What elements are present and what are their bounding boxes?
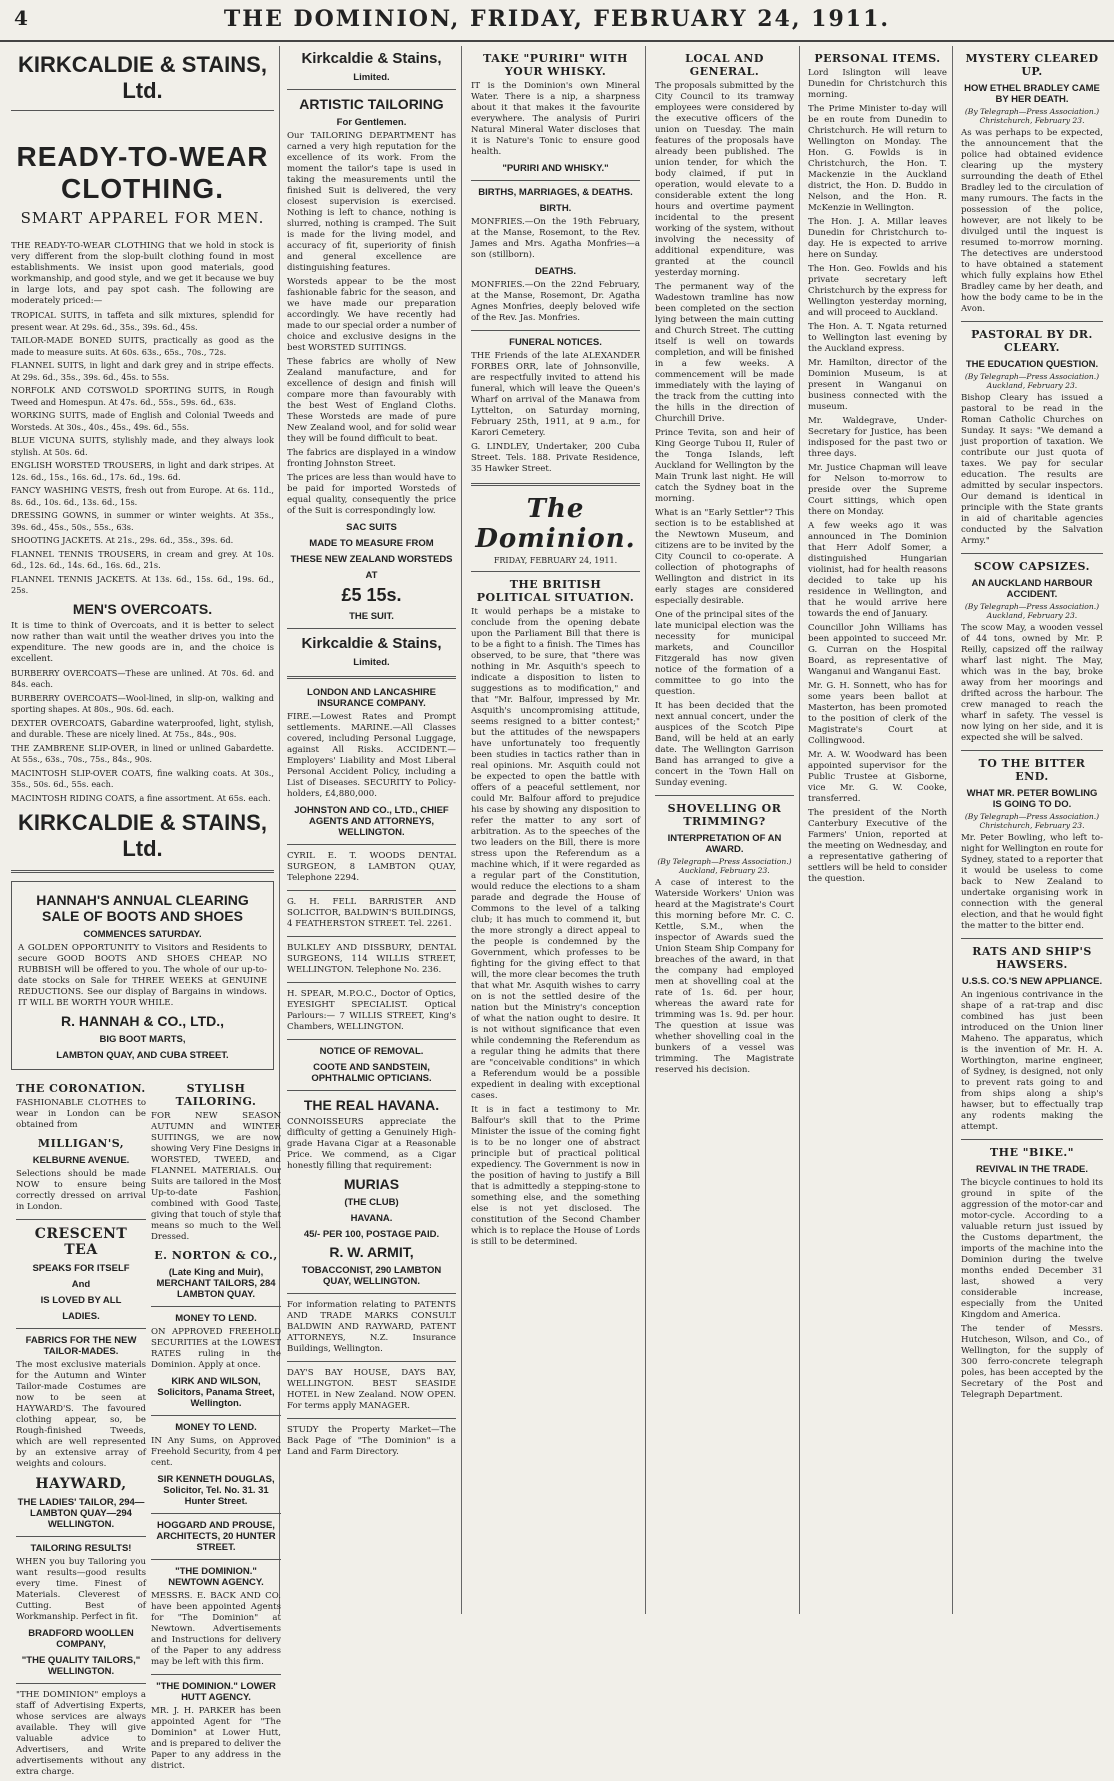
artistic-body-3: These fabrics are wholly of New Zealand manufacture, and for excellence of design and finish will compare more than favourably with the best West of England Cloths. These Worsteds are made of pure New Zealand wool, and for solid wear they will be found difficult to beat. xyxy=(287,357,456,444)
coronation-heading: THE CORONATION. xyxy=(16,1082,146,1095)
price-item: TAILOR-MADE BONED SUITS, practically as good as the made to measure suits. At 60s. 63s., 65s., 70s., 72s. xyxy=(11,335,274,357)
scow-sub: AN AUCKLAND HARBOUR ACCIDENT. xyxy=(971,578,1093,600)
price-item: FANCY WASHING VESTS, fresh out from Europe. At 6s. 11d., 8s. 6d., 10s. 6d., 13s. 6d., 15s. xyxy=(11,485,274,507)
removal-notice: NOTICE OF REMOVAL. xyxy=(319,1046,424,1057)
bitter-sub: WHAT MR. PETER BOWLING IS GOING TO DO. xyxy=(966,788,1098,810)
paper-nameplate: The Dominion. xyxy=(475,494,636,554)
havana-body: CONNOISSEURS appreciate the difficulty of getting a Genuinely High-grade Havana Cigar at a Reasonable Price. We commend, as a Cigar honestly filling that requirement: xyxy=(287,1117,456,1171)
insurance-body: FIRE.—Lowest Rates and Prompt settlements. MARINE.—All Classes covered, including Personal Luggage, against All Risks. ACCIDENT.—Employers' Liability and Most Liberal Personal Accident Policy, including a List of Diseases. SECURITY to Policy-holders, £4,880,000. xyxy=(287,712,456,799)
brand-sub-col2: Limited. xyxy=(353,72,390,83)
puriri-body: IT is the Dominion's own Mineral Water. There is a nip, a sharpness about it that makes it the favourite everywhere. The analysis of Puriri Natural Mineral Water discloses that it is Nature's Tonic to ensure good health. xyxy=(471,81,640,157)
ad-intro: THE READY-TO-WEAR CLOTHING that we hold in stock is very different from the slop-built clothing found in most establishments. We insist upon good materials, good workmanship, and good style, and we get it because we buy in large lots, and pay spot cash. The following are moderately priced:— xyxy=(11,241,274,306)
overcoat-item: MACINTOSH SLIP-OVER COATS, fine walking coats. At 30s., 35s., 50s. 6d., 55s. each. xyxy=(11,767,274,789)
lower-hutt-heading: "THE DOMINION." LOWER HUTT AGENCY. xyxy=(156,1681,276,1703)
milligan-addr: KELBURNE AVENUE. xyxy=(32,1155,130,1166)
price-item: WORKING SUITS, made of English and Colonial Tweeds and Worsteds. At 30s., 40s., 45s., 49s. 6d., 55s. xyxy=(11,410,274,432)
armit-name: R. W. ARMIT, xyxy=(329,1244,414,1260)
mystery-sub: HOW ETHEL BRADLEY CAME BY HER DEATH. xyxy=(964,83,1100,105)
money-heading-1: MONEY TO LEND. xyxy=(175,1313,257,1324)
hoggard: HOGGARD AND PROUSE, ARCHITECTS, 20 HUNTER STREET. xyxy=(156,1520,276,1553)
overcoat-item: DEXTER OVERCOATS, Gabardine waterproofed, light, stylish, and durable. These are nicely lined. At 75s., 84s., 90s. xyxy=(11,717,274,739)
coote-name: COOTE AND SANDSTEIN, OPHTHALMIC OPTICIANS. xyxy=(311,1062,432,1084)
sac-suit: THE SUIT. xyxy=(349,611,394,622)
bitter-body: Mr. Peter Bowling, who left to-night for Wellington en route for Sydney, stated to a reporter that it would be useless to come back to New Zealand to undertake organising work in connection with the general election, and that he would fight the matter to the bitter end. xyxy=(961,833,1103,931)
lg-body-3: Prince Tevita, son and heir of King George Tubou II, Ruler of the Tonga Islands, left Auckland for Wellington by the Main Trunk last night. He will catch the Sydney boat in the morning. xyxy=(655,428,794,504)
lower-left-ads xyxy=(16,1076,146,1781)
personal-1: Lord Islington will leave Dunedin for Christchurch this morning. xyxy=(808,68,947,100)
insurance-heading: LONDON AND LANCASHIRE INSURANCE COMPANY. xyxy=(307,687,436,709)
hannah-title: HANNAH'S ANNUAL CLEARING SALE OF BOOTS AND SHOES xyxy=(36,892,249,924)
tailoring-heading: TAILORING RESULTS! xyxy=(30,1543,132,1554)
shovel-byline: (By Telegraph—Press Association.) Auckland, February 23. xyxy=(657,857,792,875)
bradford-sub: "THE QUALITY TAILORS," WELLINGTON. xyxy=(21,1655,141,1677)
funeral-body: THE Friends of the late ALEXANDER FORBES ORR, late of Johnsonville, are respectfully invited to attend his funeral, which will leave the Queen's Wharf on arrival of the Manawa from Lyttelton, on Saturday morning, February 25th, 1911, at 9 a.m., for Karori Cemetery. xyxy=(471,351,640,438)
artistic-body-2: Worsteds appear to be the most fashionable fabric for the season, and we have made our preparation accordingly. We have recently had made to our special order a number of choice and exclusive designs in the best WORSTED SUITINGS. xyxy=(287,277,456,353)
mystery-byline: (By Telegraph—Press Association.) Christchurch, February 23. xyxy=(964,107,1100,125)
personal-9: A few weeks ago it was announced in The Dominion that Herr Adolf Somer, a distinguished Hungarian violinist, had for health reasons decided to take up his residence in Wellington, and that he would arrive here towards the end of January. xyxy=(808,521,947,619)
hannah-sub: COMMENCES SATURDAY. xyxy=(83,929,202,940)
mystery-heading: MYSTERY CLEARED UP. xyxy=(965,52,1099,78)
brand-heading-col2: Kirkcaldie & Stains, xyxy=(301,50,442,67)
price-list xyxy=(11,310,274,597)
sac-price: £5 15s. xyxy=(341,585,402,605)
hannah-body: A GOLDEN OPPORTUNITY to Visitors and Residents to secure GOOD BOOTS AND SHOES CHEAP. NO RUBBISH will be offered to you. The whole of our up-to-date stocks on Sale for THREE WEEKS at GENUINE REDUCTIONS. See our display of Bargains in windows. IT WILL BE WORTH YOUR WHILE. xyxy=(18,943,267,1008)
sac-at: AT xyxy=(365,570,378,581)
paper-date: FRIDAY, FEBRUARY 24, 1911. xyxy=(493,556,618,565)
personal-10: Councillor John Williams has been appointed to succeed Mr. G. Curran on the Hospital Board, as representative of Wanganui and Wanganui East. xyxy=(808,623,947,677)
crescent-line2: And xyxy=(71,1279,91,1290)
overcoat-item: BURBERRY OVERCOATS—Wool-lined, in slip-on, walking and sporting shapes. At 80s., 90s. 6d. each. xyxy=(11,692,274,714)
sac-suits: SAC SUITS xyxy=(346,522,397,533)
personal-6: Mr. Hamilton, director of the Dominion Museum, is at present in Wanganui on business connected with the museum. xyxy=(808,358,947,412)
deaths-body: MONFRIES.—On the 22nd February, at the Manse, Rosemont, Dr. Agatha Agnes Monfries, deeply beloved wife of the Rev. Jas. Monfries. xyxy=(471,280,640,323)
bradford-name: BRADFORD WOOLLEN COMPANY, xyxy=(28,1628,134,1650)
sac-line3: THESE NEW ZEALAND WORSTEDS xyxy=(290,554,453,565)
fabrics-body: The most exclusive materials for the Autumn and Winter Tailor-made Costumes are now to be seen at HAYWARD'S. The favoured clothing appear, so, be Rough-finished Tweeds, which are well represented by an extensive array of weights and colours. xyxy=(16,1360,146,1469)
lg-body-1: The proposals submitted by the City Council to its tramway employees were considered by the executive officers of the union on Tuesday. The main features of the proposals have already been published. The union tender, for which the body claimed, if put in operation, would elevate to a considerable extent the long hours and overtime payment incidental to the present working of the system, without involving the necessity of additional expenditure, was granted at the council yesterday morning. xyxy=(655,81,794,278)
crescent-tea: CRESCENT TEA xyxy=(34,1226,128,1258)
havana-2: HAVANA. xyxy=(350,1213,393,1224)
coronation-body: FASHIONABLE CLOTHES to wear in London can be obtained from xyxy=(16,1098,146,1130)
rats-heading: RATS AND SHIP'S HAWSERS. xyxy=(972,945,1092,971)
lg-body-4: What is an "Early Settler"? This section is to be established at the Newtown Museum, and citizens are to be invited by the City Council to co-operate. A collection of photographs of Wellington and district in its early stages are considered especially desirable. xyxy=(655,508,794,606)
local-general-heading: LOCAL AND GENERAL. xyxy=(685,52,764,78)
personal-8: Mr. Justice Chapman will leave for Nelson to-morrow to preside over the Supreme Court sittings, which open there on Monday. xyxy=(808,463,947,517)
hannah-firm: R. HANNAH & CO., LTD., xyxy=(60,1013,225,1029)
milligan-name: MILLIGAN'S, xyxy=(37,1137,125,1150)
kirk-wilson: KIRK AND WILSON, Solicitors, Panama Street, Wellington. xyxy=(157,1376,275,1409)
personal-2: The Prime Minister to-day will be en route from Dunedin to Christchurch. He will return to Wellington on Monday. The Hon. G. Fowlds is in Christchurch, the Hon. T. Mackenzie in the Auckland district, the Hon. D. Buddo in Nelson, and the Hon. R. McKenzie in Wellington. xyxy=(808,104,947,213)
shovel-heading: SHOVELLING OR TRIMMING? xyxy=(667,802,782,828)
study-note: STUDY the Property Market—The Back Page of "The Dominion" is a Land and Farm Directory. xyxy=(287,1425,456,1457)
fabrics-heading: FABRICS FOR THE NEW TAILOR-MADES. xyxy=(25,1335,137,1357)
sac-line2: MADE TO MEASURE FROM xyxy=(309,538,434,549)
bike-body: The bicycle continues to hold its ground in spite of the aggression of the motor-car and motor-cycle. According to a valuable return just issued by the Customs department, the imports of the machine into the Dominion during the twelve months ended December 31 last, showed a very considerable increase, especially from the United Kingdom and America. xyxy=(961,1178,1103,1320)
patents-card: For information relating to PATENTS AND TRADE MARKS CONSULT BALDWIN AND RAYWARD, PATENT ATTORNEYS, N.Z. Insurance Buildings, Wellington. xyxy=(287,1300,456,1354)
money-body-2: IN Any Sums, on Approved Freehold Security, from 4 per cent. xyxy=(151,1436,281,1468)
price-item: FLANNEL TENNIS TROUSERS, in cream and grey. At 10s. 6d., 12s. 6d., 14s. 6d., 16s. 6d., 21s. xyxy=(11,548,274,570)
price-item: BLUE VICUNA SUITS, stylishly made, and they always look stylish. At 50s. 6d. xyxy=(11,435,274,457)
dominion-note: "THE DOMINION" employs a staff of Advertising Experts, whose services are always available. They will give valuable advice to Advertisers, and Write advertisements without any extra charge. xyxy=(16,1690,146,1777)
insurance-agents: JOHNSTON AND CO., LTD., CHIEF AGENTS AND ATTORNEYS, WELLINGTON. xyxy=(294,805,449,838)
bike-heading: THE "BIKE." xyxy=(990,1146,1074,1159)
price-item: FLANNEL TENNIS JACKETS. At 13s. 6d., 15s. 6d., 19s. 6d., 25s. xyxy=(11,573,274,595)
ad-headline: READY-TO-WEAR CLOTHING. xyxy=(16,141,269,204)
norton-name: E. NORTON & CO., xyxy=(154,1249,278,1262)
newtown-heading: "THE DOMINION." NEWTOWN AGENCY. xyxy=(168,1566,264,1588)
lg-body-6: It has been decided that the next annual concert, under the auspices of the Scotch Pipe Band, will be held at an early date. The Wellington Garrison Band has arranged to give a concert in the Town Hall on Sunday evening. xyxy=(655,701,794,788)
rats-body: An ingenious contrivance in the shape of a rat-trap and disc combined has just been introduced on the Union liner Maheno. The apparatus, which is the invention of Mr. H. A. Worthington, marine engineer, of Sydney, is designed, not only to prevent rats going to and from ships along a ship's hawser, but to effectually trap any rodents making the attempt. xyxy=(961,990,1103,1132)
artistic-sub: For Gentlemen. xyxy=(336,117,407,128)
hannah-ad xyxy=(11,881,274,1070)
puriri-tag: "PURIRI AND WHISKY." xyxy=(502,163,609,174)
masthead xyxy=(0,0,1114,42)
birth-heading: BIRTH. xyxy=(539,203,572,214)
hannah-addr1: BIG BOOT MARTS, xyxy=(99,1034,186,1045)
crescent-line3: IS LOVED BY ALL xyxy=(40,1295,122,1306)
pastoral-body: Bishop Cleary has issued a pastoral to be read in the Roman Catholic Churches on Sunday. It says: "We demand a just proportion of taxation. We contribute our just quota of taxes. We pay for secular education. The results are admitted by secular inspectors. Our demand is identical in principle with the State grants in aid of charitable agencies conducted by the Salvation Army." xyxy=(961,393,1103,546)
spear-card: H. SPEAR, M.P.O.C., Doctor of Optics, EYESIGHT SPECIALIST. Optical Parlours:— 7 WILLIS STREET, King's Chambers, WELLINGTON. xyxy=(287,989,456,1032)
personal-13: The president of the North Canterbury Executive of the Farmers' Union, reported at the meeting on Wednesday, and a representative gathering of settlers will be held to consider the question. xyxy=(808,808,947,884)
lower-ads xyxy=(11,1076,281,1777)
artistic-body-4: The fabrics are displayed in a window fronting Johnston Street. xyxy=(287,448,456,469)
bitter-byline: (By Telegraph—Press Association.) Christchurch, February 23. xyxy=(964,812,1100,830)
pastoral-sub: THE EDUCATION QUESTION. xyxy=(965,359,1099,370)
brand-sub-col2b: Limited. xyxy=(353,657,390,668)
column-artistic-tailoring xyxy=(282,46,462,1614)
price-item: NORFOLK AND COTSWOLD SPORTING SUITS, in Rough Tweed and Homespun. At 47s. 6d., 55s., 59s. 6d., 63s. xyxy=(11,385,274,407)
shovel-sub: INTERPRETATION OF AN AWARD. xyxy=(667,833,782,855)
brand-heading-col2b: Kirkcaldie & Stains, xyxy=(301,635,442,652)
ad-subhead: SMART APPAREL FOR MEN. xyxy=(20,209,265,227)
overcoats-heading: MEN'S OVERCOATS. xyxy=(72,600,213,617)
brand-heading-2: KIRKCALDIE & STAINS, Ltd. xyxy=(18,810,267,861)
personal-7: Mr. Waldegrave, Under-Secretary for Justice, has been indisposed for the past two or three days. xyxy=(808,416,947,459)
lower-right-ads xyxy=(151,1076,281,1775)
havana-price: 45/- PER 100, POSTAGE PAID. xyxy=(303,1229,440,1240)
stylish-heading: STYLISH TAILORING. xyxy=(175,1082,257,1108)
lg-body-2: The permanent way of the Wadestown tramline has now been completed on the section lying between the main cutting and Church Street. The cutting itself is well on towards completion, and will be finished in a few weeks. A commencement will be made immediately with the laying of the track from the cutting into the hills in the direction of Churchill Drive. xyxy=(655,282,794,424)
shovel-body: A case of interest to the Waterside Workers' Union was heard at the Magistrate's Court this morning before Mr. C. C. Kettle, S.M., when the inspector of Awards sued the Union Steam Ship Company for breaches of the award, in that the company had employed men at shovelling coal at the rate of 1s. 6d. per hour, whereas the award rate for trimming was 1s. 9d. per hour. The question at issue was whether shovelling coal in the bunkers of a vessel was trimming. The Magistrate reserved his decision. xyxy=(655,878,794,1075)
personal-3: The Hon. J. A. Millar leaves Dunedin for Christchurch to-day. He is expected to arrive here on Sunday. xyxy=(808,217,947,260)
overcoat-item: THE ZAMBRENE SLIP-OVER, in lined or unlined Gabardette. At 55s., 63s., 70s., 75s., 84s., 90s. xyxy=(11,742,274,764)
funeral-heading: FUNERAL NOTICES. xyxy=(509,337,602,348)
crescent-line4: LADIES. xyxy=(62,1311,100,1322)
tailoring-body: WHEN you buy Tailoring you want results—good results every time. Finest of Materials. Cleverest of Cutting. Best of Workmanship. Perfect in fit. xyxy=(16,1557,146,1622)
brand-heading: KIRKCALDIE & STAINS, Ltd. xyxy=(18,52,267,103)
masthead-title: THE DOMINION, FRIDAY, FEBRUARY 24, 1911. xyxy=(223,6,891,32)
overcoats-list xyxy=(11,668,274,805)
overcoats-intro: It is time to think of Overcoats, and it is better to select now rather than wait until the weather drives you into the expenditure. The new goods are in, and the choice is excellent. xyxy=(11,620,274,664)
artistic-heading: ARTISTIC TAILORING xyxy=(299,96,444,112)
hayward-name: HAYWARD, xyxy=(35,1476,127,1492)
douglas: SIR KENNETH DOUGLAS, Solicitor, Tel. No. 31. 31 Hunter Street. xyxy=(157,1474,275,1507)
hannah-addr2: LAMBTON QUAY, AND CUBA STREET. xyxy=(56,1050,229,1061)
overcoat-item: MACINTOSH RIDING COATS, a fine assortment. At 65s. each. xyxy=(11,792,271,803)
column-telegrams xyxy=(956,46,1108,1614)
pastoral-heading: PASTORAL BY DR. CLEARY. xyxy=(971,328,1093,354)
personal-12: Mr. A. W. Woodward has been appointed supervisor for the Public Trustee at Gisborne, vice Mr. G. W. Cooke, transferred. xyxy=(808,750,947,804)
crescent-line1: SPEAKS FOR ITSELF xyxy=(32,1263,130,1274)
stylish-body: FOR NEW SEASON AUTUMN and WINTER SUITINGS, we are now showing Very Fine Designs in WORSTED, TWEED, and FLANNEL MATERIALS. Our Suits are tailored in the Most Up-to-date Fashion, combined with Good Taste, giving that touch of style that means so much to the Well Dressed. xyxy=(151,1111,281,1242)
money-heading-2: MONEY TO LEND. xyxy=(175,1422,257,1433)
bulkley-card: BULKLEY AND DISSBURY, DENTAL SURGEONS, 114 WILLIS STREET, WELLINGTON. Telephone No. 236. xyxy=(287,943,456,975)
rats-sub: U.S.S. CO.'S NEW APPLIANCE. xyxy=(961,976,1103,987)
price-item: FLANNEL SUITS, in light and dark grey and in stripe effects. At 29s. 6d., 35s., 39s. 6d., 45s. to 55s. xyxy=(11,360,274,382)
personal-11: Mr. G. H. Sonnett, who has for some years been ballot at Masterton, has been promoted to the position of clerk of the Magistrate's Court at Collingwood. xyxy=(808,681,947,746)
leader-heading: THE BRITISH POLITICAL SITUATION. xyxy=(476,578,635,604)
puriri-heading: TAKE "PURIRI" WITH YOUR WHISKY. xyxy=(483,52,628,78)
lower-hutt-body: MR. J. H. PARKER has been appointed Agent for "The Dominion" at Lower Hutt, and is prepared to deliver the Paper to any address in the district. xyxy=(151,1706,281,1771)
money-body-1: ON APPROVED FREEHOLD SECURITIES at the LOWEST RATES ruling in the Dominion. Apply at once. xyxy=(151,1327,281,1370)
norton-sub: (Late King and Muir), MERCHANT TAILORS, 284 LAMBTON QUAY. xyxy=(156,1267,276,1300)
days-bay-card: DAY'S BAY HOUSE, DAYS BAY, WELLINGTON. BEST SEASIDE HOTEL in New Zealand. NOW OPEN. For terms apply MANAGER. xyxy=(287,1368,456,1411)
personal-4: The Hon. Geo. Fowlds and his private secretary left Christchurch by the express for Wellington yesterday morning, and will proceed to Auckland. xyxy=(808,264,947,318)
column-kirkcaldie-ad xyxy=(6,46,281,1777)
murias-sub: (THE CLUB) xyxy=(344,1197,399,1208)
price-item: SHOOTING JACKETS. At 21s., 29s. 6d., 35s., 39s. 6d. xyxy=(11,535,234,545)
leader-body: It would perhaps be a mistake to conclude from the opening debate upon the Parliament Bill that there is to be a fight to a finish. The Times has observed, to be sure, that "there was nothing in Mr. Asquith's speech to indicate a disposition to listen to suggestions as to modification," and that "Mr. Balfour, impressed by Mr. Asquith's uncompromising attitude, seems resigned to a bitter contest;" but the attitudes of the newspapers have unfortunately too frequently been studies in tactics rather than in real opinions. Mr. Asquith could not be expected to open the battle with offers of a peaceful settlement, nor could Mr. Balfour afford to prejudice his case by showing any disposition to refer the matter to any sort of arbitration. As to the speeches of the two leaders on the Bill, there is more stress upon the Referendum as a machine which, if it were regarded as a regular part of the Constitution, would reduce the elections to a sham parade and degrade the House of Commons to the level of a talking club; it has much to commend it, but the more strongly a direct appeal to the people is condemned by the Government, which professes to be fighting for the giving effect to that will, the more clear becomes the truth that what Mr. Asquith wishes to carry on is not the settled desire of the nation but the Ministry's conception of what the nation ought to desire. It is not without significance that even while condemning the Referendum as a regular thing he admits that there are "conceivable conditions" in which a Referendum would be a possible expedient in dealing with exceptional cases. xyxy=(471,607,640,1101)
newtown-body: MESSRS. E. BACK AND CO. have been appointed Agents for "The Dominion" at Newtown. Advertisements and Instructions for delivery of the Paper to any address may be left with this firm. xyxy=(151,1591,281,1667)
column-local-general xyxy=(650,46,800,1614)
artistic-body-5: The prices are less than would have to be paid for imported Worsteds of equal quality, consequently the price of the Suit is correspondingly low. xyxy=(287,473,456,516)
murias: MURIAS xyxy=(343,1176,400,1192)
hayward-addr: THE LADIES' TAILOR, 294—LAMBTON QUAY—294 WELLINGTON. xyxy=(17,1497,145,1530)
birth-body: MONFRIES.—On the 19th February, at the Manse, Rosemont, to the Rev. James and Mrs. Agatha Monfries—a son (stillborn). xyxy=(471,217,640,260)
scow-heading: SCOW CAPSIZES. xyxy=(974,560,1090,573)
personal-heading: PERSONAL ITEMS. xyxy=(814,52,941,65)
bike-sub: REVIVAL IN THE TRADE. xyxy=(975,1164,1089,1175)
overcoat-item: BURBERRY OVERCOATS—These are unlined. At 70s. 6d. and 84s. each. xyxy=(11,667,274,689)
lindley-card: G. LINDLEY, Undertaker, 200 Cuba Street. Tels. 188. Private Residence, 35 Hawker Street. xyxy=(471,442,640,474)
deaths-heading: DEATHS. xyxy=(535,266,576,277)
tender-note: The tender of Messrs. Hutcheson, Wilson, and Co., of Wellington, for the supply of 300 ferro-concrete telegraph poles, has been accepted by the Secretary of the Post and Telegraph Department. xyxy=(961,1324,1103,1400)
milligan-body: Selections should be made NOW to ensure being correctly dressed on arrival in London. xyxy=(16,1169,146,1212)
births-heading: BIRTHS, MARRIAGES, & DEATHS. xyxy=(478,187,633,198)
price-item: ENGLISH WORSTED TROUSERS, in light and dark stripes. At 12s. 6d., 15s., 16s. 6d., 17s. 6d., 19s. 6d. xyxy=(11,460,274,482)
scow-body: The scow May, a wooden vessel of 44 tons, owned by Mr. P. Reilly, capsized off the railway wharf last night. The May, which was in the bay, broke away from her moorings and drifted across the harbour. The crew managed to reach the wharf in safety. The vessel is now lying on her side, and it is expected she will be salved. xyxy=(961,623,1103,743)
fell-card: G. H. FELL BARRISTER AND SOLICITOR, BALDWIN'S BUILDINGS, 4 FEATHERSTON STREET. Tel. 2261. xyxy=(287,897,456,929)
woods-card: CYRIL E. T. WOODS DENTAL SURGEON, 8 LAMBTON QUAY, Telephone 2294. xyxy=(287,851,456,883)
pastoral-byline: (By Telegraph—Press Association.) Auckland, February 23. xyxy=(964,372,1100,390)
armit-sub: TOBACCONIST, 290 LAMBTON QUAY, WELLINGTON. xyxy=(301,1265,442,1287)
artistic-body-1: Our TAILORING DEPARTMENT has carned a very high reputation for the excellence of its work. From the moment the tailor's tape is used in taking the measurements until the finished Suit is delivered, the very closest supervision is exercised. Nothing is left to chance, nothing is slurred, nothing is cramped. The Suit is made for the living model, and accuracy of fit, superiority of finish and general excellence are distinguishing features. xyxy=(287,131,456,273)
mystery-body: As was perhaps to be expected, the announcement that the police had obtained evidence clearing up the mystery surrounding the death of Ethel Bradley led to the circulation of many rumours. The facts in the possession of the police, however, are not likely to be divulged until the inquest is resumed to-morrow morning. The detectives are understood to have obtained a statement which fully explains how Ethel Bradley came by her death, and how the body came to be in the Avon. xyxy=(961,128,1103,314)
scow-byline: (By Telegraph—Press Association.) Auckland, February 23. xyxy=(964,602,1100,620)
column-personal-items xyxy=(803,46,953,1614)
price-item: TROPICAL SUITS, in taffeta and silk mixtures, splendid for present wear. At 29s. 6d., 35s., 39s. 6d., 45s. xyxy=(11,310,274,332)
havana-heading: THE REAL HAVANA. xyxy=(303,1097,440,1113)
column-editorial xyxy=(466,46,646,1614)
price-item: DRESSING GOWNS, in summer or winter weights. At 35s., 39s. 6d., 45s., 50s., 55s., 63s. xyxy=(11,510,274,532)
lg-body-5: One of the principal sites of the late municipal election was the necessity for municipal markets, and Councillor Fitzgerald has now given notice of the formation of a committee to go into the question. xyxy=(655,610,794,697)
leader-body-2: It is in fact a testimony to Mr. Balfour's skill that to the Prime Minister the issue of the coming fight is to be no longer one of abstract principle but of practical political expediency. The Government is now in the position of having to justify a Bill that is admittedly a stepping-stone to something else, and the something else is not yet disclosed. The constitution of the Second Chamber which is to replace the House of Lords is still to be determined. xyxy=(471,1105,640,1247)
bitter-heading: TO THE BITTER END. xyxy=(978,757,1086,783)
personal-5: The Hon. A. T. Ngata returned to Wellington last evening by the Auckland express. xyxy=(808,322,947,354)
page-number: 4 xyxy=(14,6,28,30)
